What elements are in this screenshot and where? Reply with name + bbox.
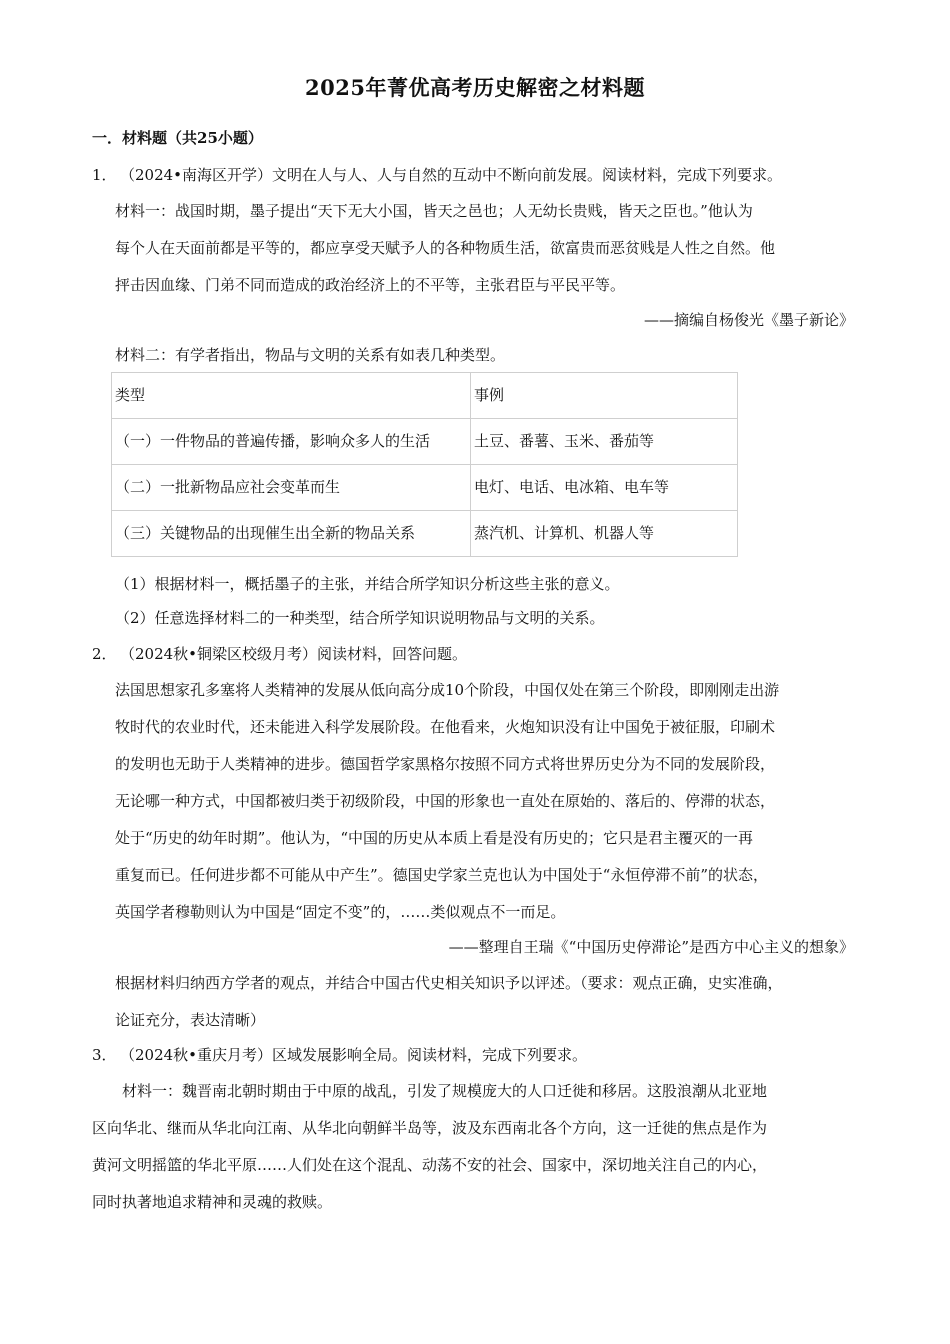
q1-subquestion-2: （2）任意选择材料二的一种类型，结合所学知识说明物品与文明的关系。	[115, 609, 605, 627]
table-row	[112, 511, 738, 557]
question-3-number: 3．	[92, 1046, 117, 1064]
q2-material-line: 牧时代的农业时代，还未能进入科学发展阶段。在他看来，火炮知识没有让中国免于被征服，印刷术	[115, 718, 776, 736]
q2-material-line: 处于“历史的幼年时期”。他认为，“中国的历史从本质上看是没有历史的；它只是君主覆灭的一再	[115, 829, 754, 847]
table-cell-example: 土豆、番薯、玉米、番茄等	[471, 419, 738, 465]
table-row	[112, 419, 738, 465]
q2-material-line: 无论哪一种方式，中国都被归类于初级阶段，中国的形象也一直处在原始的、落后的、停滞的状态，	[115, 792, 776, 810]
q3-material-line: 同时执著地追求精神和灵魂的救赎。	[92, 1193, 333, 1211]
q2-task-line: 根据材料归纳西方学者的观点，并结合中国古代史相关知识予以评述。（要求：观点正确，史实准确，	[115, 974, 783, 992]
question-2-head: （2024秋•铜梁区校级月考）阅读材料，回答问题。	[120, 645, 468, 663]
object-civilization-table	[111, 372, 738, 557]
question-3-head: （2024秋•重庆月考）区域发展影响全局。阅读材料，完成下列要求。	[120, 1046, 588, 1064]
question-1-head: （2024•南海区开学）文明在人与人、人与自然的互动中不断向前发展。阅读材料，完成下列要求。	[120, 166, 783, 184]
q3-material-line: 区向华北、继而从华北向江南、从华北向朝鲜半岛等，波及东西南北各个方向，这一迁徙的焦点是作为	[92, 1119, 768, 1137]
q3-material-line: 材料一：魏晋南北朝时期由于中原的战乱，引发了规模庞大的人口迁徙和移居。这股浪潮从北亚地	[122, 1082, 768, 1100]
table-cell-type: （二）一批新物品应社会变革而生	[112, 465, 471, 511]
q1-material2-intro: 材料二：有学者指出，物品与文明的关系有如表几种类型。	[115, 346, 506, 364]
table-header-example: 事例	[471, 373, 738, 419]
q2-material-line: 英国学者穆勒则认为中国是“固定不变”的，……类似观点不一而足。	[115, 903, 566, 921]
q2-task-line: 论证充分，表达清晰）	[115, 1011, 266, 1029]
q2-material-line: 重复而已。任何进步都不可能从中产生”。德国史学家兰克也认为中国处于“永恒停滞不前”的状态，	[115, 866, 769, 884]
table-cell-type: （三）关键物品的出现催生出全新的物品关系	[112, 511, 471, 557]
q2-material-line: 的发明也无助于人类精神的进步。德国哲学家黑格尔按照不同方式将世界历史分为不同的发展阶段，	[115, 755, 776, 773]
table-cell-type: （一）一件物品的普遍传播，影响众多人的生活	[112, 419, 471, 465]
section-heading: 一．材料题（共25小题）	[92, 129, 263, 147]
question-2-number: 2．	[92, 645, 117, 663]
table-cell-example: 蒸汽机、计算机、机器人等	[471, 511, 738, 557]
q3-material-line: 黄河文明摇篮的华北平原……人们处在这个混乱、动荡不安的社会、国家中，深切地关注自己的内心，	[92, 1156, 768, 1174]
question-1-number: 1．	[92, 166, 117, 184]
table-header-type: 类型	[112, 373, 471, 419]
q2-material-line: 法国思想家孔多塞将人类精神的发展从低向高分成10个阶段，中国仅处在第三个阶段，即刚刚走出游	[115, 681, 780, 699]
q1-material1-source: ——摘编自杨俊光《墨子新论》	[643, 311, 854, 329]
q1-subquestion-1: （1）根据材料一，概括墨子的主张，并结合所学知识分析这些主张的意义。	[115, 575, 620, 593]
q1-material1-line: 抨击因血缘、门弟不同而造成的政治经济上的不平等，主张君臣与平民平等。	[115, 276, 626, 294]
table-header-row	[112, 373, 738, 419]
q1-material1-line: 每个人在天面前都是平等的，都应享受天赋予人的各种物质生活，欲富贵而恶贫贱是人性之自然。他	[115, 239, 776, 257]
table-cell-example: 电灯、电话、电冰箱、电车等	[471, 465, 738, 511]
table-row	[112, 465, 738, 511]
q1-material1-line: 材料一：战国时期，墨子提出“天下无大小国，皆天之邑也；人无幼长贵贱，皆天之臣也。”他认为	[115, 202, 753, 220]
q2-source: ——整理自王瑞《“中国历史停滞论”是西方中心主义的想象》	[448, 938, 854, 956]
document-title: 2025年菁优高考历史解密之材料题	[305, 75, 645, 100]
